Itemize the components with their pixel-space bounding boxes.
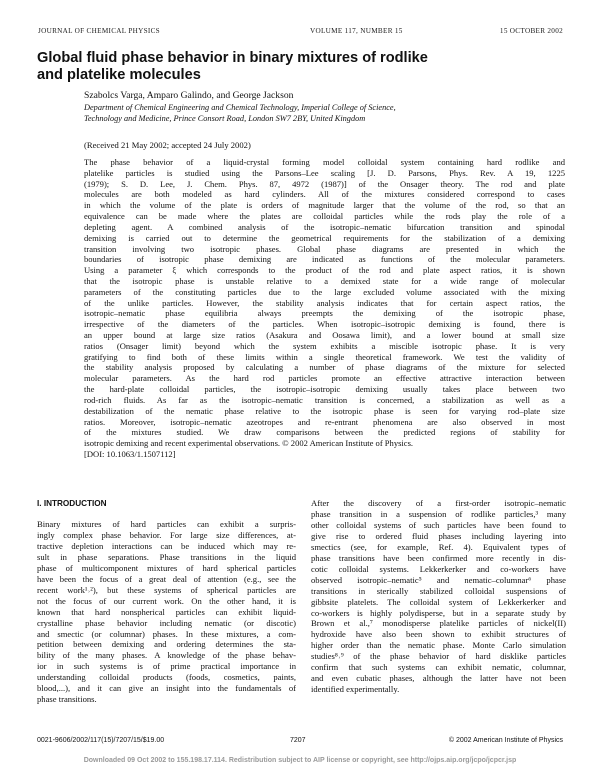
abstract-line: ratios (Onsager limit) beyond which the system exhibits a miscible isotropic phase. It is very <box>84 340 565 351</box>
page-number: 7207 <box>290 737 306 744</box>
abstract-line: platelike particles is studied using the Parsons–Lee scaling [J. D. Parsons, Phys. Rev. A 19, 1225 <box>84 167 565 178</box>
text-line: identified experimentally. <box>311 684 400 695</box>
text-line: co-workers is highly polydisperse, but in a separate study by <box>311 607 566 618</box>
abstract-line: the hard-plate colloidal particles, the isotropic–isotropic demixing usually takes place between two <box>84 384 565 395</box>
abstract-line: isotropic–nematic phase equilibria always preempts the demixing of the isotropic phase, <box>84 308 565 319</box>
abstract-line: demixing is carried out to determine the geometrical requirements for the stabilization of a demixing <box>84 232 565 243</box>
text-line: recent work¹˒²), but these systems of spherical particles are <box>37 584 296 595</box>
abstract-line: of the unlike particles. However, the stability analysis indicates that for certain aspect ratios, the <box>84 297 565 308</box>
text-line: studies⁸˒⁹ of the phase behavior of hard disklike particles <box>311 651 566 662</box>
abstract-line: equivalence can be made where the plates are colloidal particles while the rods play the role of a <box>84 211 565 222</box>
text-line: phase of multicomponent mixtures of hard spherical particles <box>37 562 296 573</box>
text-line: hydroxide have also been shown to exhibit structures of <box>311 629 566 640</box>
abstract-line: an upper bound at large size ratios (Asakura and Oosawa limit), and a lower bound at small size <box>84 330 565 340</box>
text-line: sult in phase separations. Phase transitions in the liquid <box>37 551 296 562</box>
text-line: transitions in sterically stabilized colloidal suspensions of <box>311 585 566 596</box>
abstract-line: rod-rich fluids. As far as the isotropic–nematic transition is concerned, a stabilization as well as a <box>84 394 565 405</box>
text-line: phase transitions. <box>37 694 97 705</box>
copyright-notice: © 2002 American Institute of Physics <box>448 737 563 744</box>
download-notice: Downloaded 09 Oct 2002 to 155.198.17.114. Redistribution subject to AIP license or copyright, see http://ojps.aip.org/jcpo/jcpcr.jsp <box>83 757 517 764</box>
text-line: understanding colloidal products (foods, cosmetics, paints, <box>37 672 296 683</box>
text-line: ior in such systems is of prime practical importance in <box>37 661 296 672</box>
text-line: tractive depletion interactions can be induced which may re- <box>37 540 296 551</box>
text-line: Brown et al.,⁷ monodisperse platelike particles of nickel(II) <box>311 618 566 629</box>
issue-date: 15 OCTOBER 2002 <box>499 27 563 35</box>
text-line: phase transitions have been confirmed more recently in dis- <box>311 552 566 563</box>
text-line: other colloidal systems of such particles have been found to <box>311 519 566 530</box>
text-line: smectics (see, for example, Ref. 4). Equivalent types of <box>311 541 566 552</box>
text-line: observed isotropic–nematic⁵ and nematic–columnar⁶ phase <box>311 574 566 585</box>
abstract-line: destabilization of the nematic phase relative to the isotropic phase is seen for varying rod–plate size <box>84 405 565 416</box>
text-line: After the discovery of a first-order isotropic–nematic <box>311 498 566 508</box>
abstract-line: irrespective of the diameters of the particles. When isotropic–isotropic demixing is found, there is <box>84 319 565 330</box>
text-line: crystalline phase behavior including nematic (or discotic) <box>37 617 296 628</box>
article-code: 0021-9606/2002/117(15)/7207/15/$19.00 <box>37 737 165 744</box>
right-column-text <box>311 498 566 695</box>
abstract-line: Using a parameter ξ which corresponds to the product of the rod and plate aspect ratios, it is shown <box>84 265 565 276</box>
abstract-line: gratifying to find both of these limits within a single theoretical framework. We test the validity of <box>84 351 565 362</box>
abstract-line: ratios. Moreover, isotropic–nematic azeotropes and re-entrant phenomena are also observed in most <box>84 416 565 427</box>
text-line: higher order than the nematic phase. Monte Carlo simulation <box>311 640 566 651</box>
text-line: blood,...), and it can give an insight into the fundamentals of <box>37 683 296 694</box>
abstract-line: transition involving two isotropic phases. Global phase diagrams are presented in which the <box>84 243 565 254</box>
text-line: give rise to ordered fluid phases including layering into <box>311 530 566 541</box>
text-line: gibbsite platelets. The colloidal system of Lekkerkerker and <box>311 596 566 607</box>
volume-number: VOLUME 117, NUMBER 15 <box>310 27 403 35</box>
abstract-line: The phase behavior of a liquid-crystal forming model colloidal system containing hard rodlike and <box>84 157 565 167</box>
text-line: and even cubatic phases, although the latter have not been <box>311 673 566 684</box>
text-line: Binary mixtures of hard particles can exhibit a surpris- <box>37 519 296 529</box>
affiliation-line: Technology and Medicine, Prince Consort Road, London SW7 2BY, United Kingdom <box>84 113 366 123</box>
abstract-line: in which the volume of the plate is orders of magnitude larger that the volume of the rod, so that an <box>84 200 565 211</box>
abstract-line: isotropic demixing and recent experimental observations. © 2002 American Institute of Physics. <box>84 438 414 449</box>
paper-title <box>37 50 557 84</box>
text-line: petition between demixing and ordering determines the sta- <box>37 639 296 650</box>
text-line: not the focus of our current work. On the other hand, it is <box>37 595 296 606</box>
abstract-line: [DOI: 10.1063/1.1507112] <box>84 448 176 459</box>
text-line: ingly complex phase behavior. For large size differences, at- <box>37 529 296 540</box>
abstract-line: of the mixtures studied. We draw comparisons between the predicted regions of stability for <box>84 427 565 438</box>
abstract-line: molecules are both modeled as hard cylinders. All of the mixtures considered correspond to cases <box>84 189 565 200</box>
abstract-line: boundaries of isotropic phase demixing are indicated as functions of the molecular parameters. <box>84 254 565 265</box>
abstract-line: that the isotropic phase is unstable relative to a demixed state for a wide range of molecular <box>84 275 565 286</box>
text-line: phase transition in a suspension of rodlike particles,³ many <box>311 508 566 519</box>
text-line: bility of the many phases. A knowledge of the phase behav- <box>37 650 296 661</box>
abstract-line: parameters of the constituting particles due to the large excluded volume associated with the mixing <box>84 286 565 297</box>
received-dates: (Received 21 May 2002; accepted 24 July 2002) <box>84 140 251 150</box>
title-line-1: Global fluid phase behavior in binary mixtures of rodlike <box>37 50 428 66</box>
abstract-line: (1979); S. D. Lee, J. Chem. Phys. 87, 4972 (1987)] of the Onsager theory. The rod and plate <box>84 178 565 189</box>
abstract-line: molecular parameters. As the hard rod particles promote an effective attractive interaction between <box>84 373 565 384</box>
text-line: confirm that such systems can exhibit nematic, columnar, <box>311 662 566 673</box>
title-line-2: and platelike molecules <box>37 67 201 83</box>
journal-name: JOURNAL OF CHEMICAL PHYSICS <box>38 27 160 35</box>
text-line: and smectic (or columnar) phases. In these mixtures, a com- <box>37 628 296 639</box>
left-column-text <box>37 519 296 705</box>
abstract <box>84 157 565 460</box>
text-line: known that hard nonspherical particles can exhibit liquid- <box>37 606 296 617</box>
author-list: Szabolcs Varga, Amparo Galindo, and George Jackson <box>84 90 294 101</box>
text-line: have been the focus of a great deal of attention (e.g., see the <box>37 573 296 584</box>
affiliation-line: Department of Chemical Engineering and Chemical Technology, Imperial College of Science, <box>84 103 396 112</box>
section-heading: I. INTRODUCTION <box>37 499 107 508</box>
abstract-line: the stability analysis proposed by calculating a number of phase diagrams of the mixture for selected <box>84 362 565 373</box>
abstract-line: depleting agent. A combined analysis of the isotropic–nematic bifurcation transition and spinodal <box>84 221 565 232</box>
text-line: cotic colloidal systems. Lekkerkerker and co-workers have <box>311 563 566 574</box>
